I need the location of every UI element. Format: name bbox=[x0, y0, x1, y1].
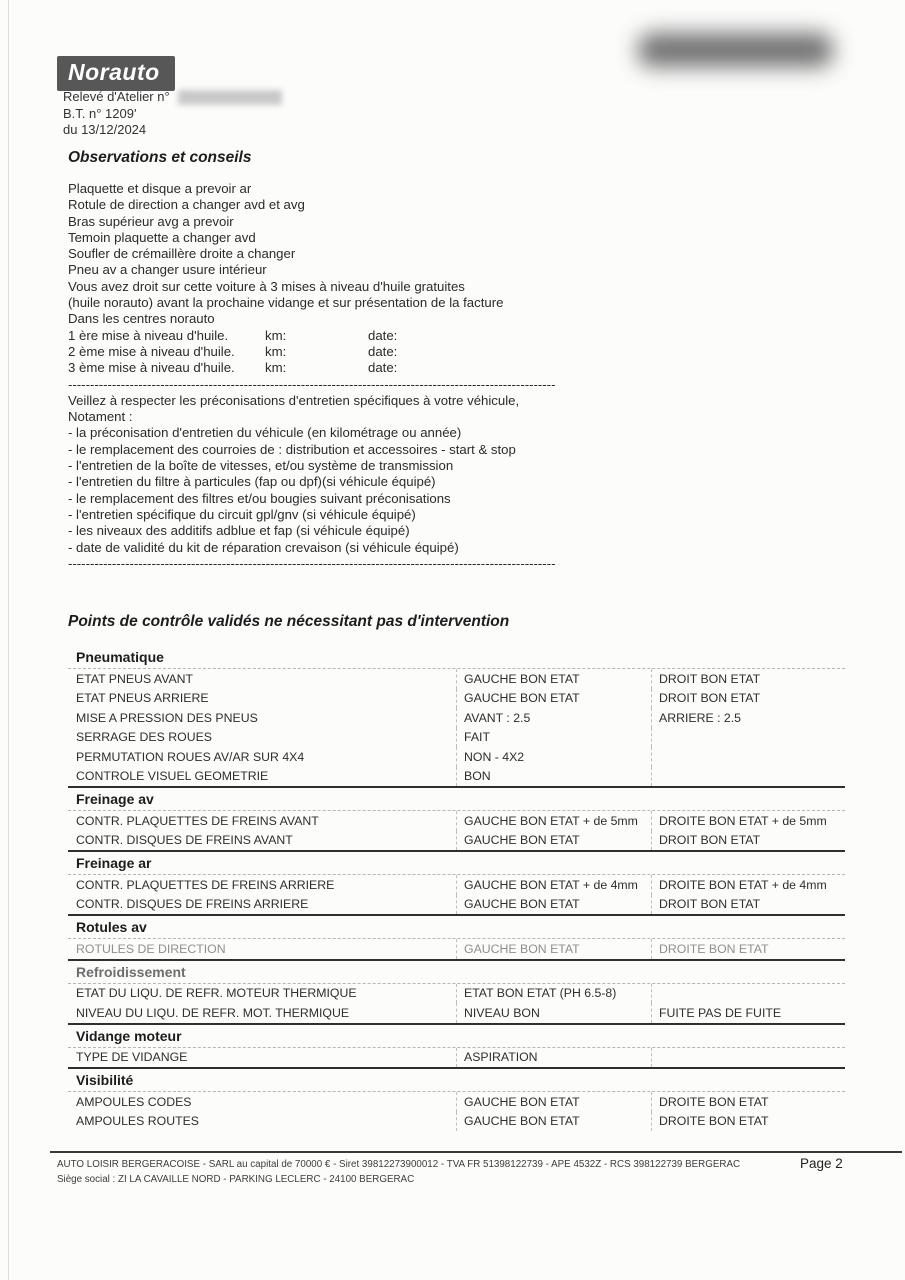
control-row bbox=[68, 895, 845, 915]
control-cell-left: GAUCHE BON ETAT bbox=[456, 895, 651, 915]
control-cell-left: ASPIRATION bbox=[456, 1048, 651, 1068]
control-cell-left: GAUCHE BON ETAT + de 5mm bbox=[456, 811, 651, 831]
control-cell-right: FUITE PAS DE FUITE bbox=[651, 1003, 845, 1023]
control-section bbox=[68, 852, 845, 916]
control-cell-right bbox=[651, 1048, 845, 1068]
control-cell-label: AMPOULES CODES bbox=[76, 1094, 192, 1109]
section-header: Freinage ar bbox=[68, 852, 845, 875]
observation-line: Vous avez droit sur cette voiture à 3 mises à niveau d'huile gratuites bbox=[68, 278, 465, 294]
control-cell-left: GAUCHE BON ETAT bbox=[456, 689, 651, 709]
control-cell-left: BON bbox=[456, 767, 651, 787]
doc-date: du 13/12/2024 bbox=[63, 122, 147, 137]
section-header: Vidange moteur bbox=[68, 1025, 845, 1048]
control-cell-left: GAUCHE BON ETAT bbox=[456, 669, 651, 689]
observation-line: Plaquette et disque a prevoir ar bbox=[68, 181, 252, 196]
section-header: Refroidissement bbox=[68, 961, 845, 984]
advice-item-line: - date de validité du kit de réparation crevaison (si véhicule équipé) bbox=[68, 539, 459, 555]
oil-date-label: date: bbox=[368, 343, 398, 359]
control-cell-right: DROITE BON ETAT bbox=[651, 1112, 845, 1132]
control-cell-label: ETAT PNEUS ARRIERE bbox=[76, 691, 209, 706]
control-cell-left: FAIT bbox=[456, 728, 651, 748]
control-row bbox=[68, 831, 845, 851]
observations-block bbox=[68, 181, 628, 572]
oil-km-label: km: bbox=[265, 327, 287, 343]
control-cell-right: DROIT BON ETAT bbox=[651, 689, 845, 709]
observation-line: Temoin plaquette a changer avd bbox=[68, 229, 256, 245]
control-cell-left: GAUCHE BON ETAT bbox=[456, 1092, 651, 1112]
control-cell-right: ARRIERE : 2.5 bbox=[651, 708, 845, 728]
oil-label: 2 ème mise à niveau d'huile. bbox=[68, 343, 235, 359]
control-table bbox=[68, 646, 845, 1131]
control-row bbox=[68, 728, 845, 748]
control-cell-left: NON - 4X2 bbox=[456, 747, 651, 767]
control-row bbox=[68, 811, 845, 831]
advice-item-line: - la préconisation d'entretien du véhicule (en kilométrage ou année) bbox=[68, 425, 462, 441]
control-cell-label: SERRAGE DES ROUES bbox=[76, 730, 212, 745]
control-cell-right: DROIT BON ETAT bbox=[651, 831, 845, 851]
norauto-logo bbox=[57, 56, 175, 91]
footer-line1: AUTO LOISIR BERGERACOISE - SARL au capital de 70000 € - Siret 39812273900012 - TVA FR 51398122739 - APE 4532Z - RCS 398122739 BERGERAC bbox=[57, 1159, 741, 1170]
control-cell-right bbox=[651, 728, 845, 748]
section-header: Visibilité bbox=[68, 1069, 845, 1092]
control-cell-right: DROITE BON ETAT + de 4mm bbox=[651, 875, 845, 895]
releve-line bbox=[63, 89, 282, 106]
observation-line: Dans les centres norauto bbox=[68, 311, 215, 327]
scan-edge-artifact bbox=[8, 0, 9, 1280]
oil-top-up-row bbox=[68, 328, 628, 344]
control-row bbox=[68, 1092, 845, 1112]
section-header: Pneumatique bbox=[68, 646, 845, 669]
control-cell-left: NIVEAU BON bbox=[456, 1003, 651, 1023]
control-cell-label: ROTULES DE DIRECTION bbox=[76, 941, 226, 956]
control-cell-right bbox=[651, 767, 845, 787]
footer-rule bbox=[50, 1151, 902, 1153]
oil-km-label: km: bbox=[265, 360, 287, 376]
observation-line: Bras supérieur avg a prevoir bbox=[68, 213, 234, 229]
control-cell-label: ETAT PNEUS AVANT bbox=[76, 671, 194, 686]
control-section bbox=[68, 646, 845, 788]
control-row bbox=[68, 939, 845, 959]
redacted-region bbox=[638, 33, 833, 67]
footer bbox=[57, 1157, 777, 1187]
control-row bbox=[68, 1048, 845, 1068]
control-cell-right bbox=[651, 984, 845, 1004]
control-section bbox=[68, 788, 845, 852]
oil-top-up-row bbox=[68, 360, 628, 376]
observation-line: Pneu av a changer usure intérieur bbox=[68, 262, 267, 278]
control-cell-left: GAUCHE BON ETAT bbox=[456, 1112, 651, 1132]
control-row bbox=[68, 984, 845, 1004]
controls-title: Points de contrôle validés ne nécessitant pas d'intervention bbox=[68, 613, 510, 630]
dash-divider: --------------------------------------------------------------------------------------------------------------- bbox=[68, 555, 556, 571]
control-cell-label: ETAT DU LIQU. DE REFR. MOTEUR THERMIQUE bbox=[76, 986, 357, 1001]
control-cell-right bbox=[651, 747, 845, 767]
control-cell-label: NIVEAU DU LIQU. DE REFR. MOT. THERMIQUE bbox=[76, 1005, 350, 1020]
control-cell-left: ETAT BON ETAT (PH 6.5-8) bbox=[456, 984, 651, 1004]
control-cell-left: GAUCHE BON ETAT bbox=[456, 939, 651, 959]
control-row bbox=[68, 1003, 845, 1023]
section-header: Freinage av bbox=[68, 788, 845, 811]
oil-date-label: date: bbox=[368, 360, 398, 376]
control-section bbox=[68, 916, 845, 961]
control-cell-label: CONTR. PLAQUETTES DE FREINS AVANT bbox=[76, 813, 319, 828]
advice-item-line: - le remplacement des courroies de : distribution et accessoires - start & stop bbox=[68, 441, 516, 457]
control-cell-label: TYPE DE VIDANGE bbox=[76, 1050, 188, 1065]
observation-line: Rotule de direction a changer avd et avg bbox=[68, 197, 305, 213]
control-row bbox=[68, 747, 845, 767]
control-cell-label: CONTROLE VISUEL GEOMETRIE bbox=[76, 769, 269, 784]
control-cell-label: MISE A PRESSION DES PNEUS bbox=[76, 710, 258, 725]
section-header: Rotules av bbox=[68, 916, 845, 939]
observations-title: Observations et conseils bbox=[68, 149, 252, 166]
control-cell-label: AMPOULES ROUTES bbox=[76, 1114, 199, 1129]
observation-line: (huile norauto) avant la prochaine vidange et sur présentation de la facture bbox=[68, 295, 504, 311]
control-row bbox=[68, 708, 845, 728]
control-cell-left: AVANT : 2.5 bbox=[456, 708, 651, 728]
control-row bbox=[68, 669, 845, 689]
control-cell-left: GAUCHE BON ETAT + de 4mm bbox=[456, 875, 651, 895]
oil-label: 1 ère mise à niveau d'huile. bbox=[68, 327, 229, 343]
page-number: Page 2 bbox=[800, 1156, 843, 1171]
control-cell-label: PERMUTATION ROUES AV/AR SUR 4X4 bbox=[76, 749, 305, 764]
advice-intro-line: Notament : bbox=[68, 409, 133, 425]
redacted-number bbox=[178, 90, 282, 105]
advice-intro-line: Veillez à respecter les préconisations d'entretien spécifiques à votre véhicule, bbox=[68, 392, 520, 408]
oil-km-label: km: bbox=[265, 343, 287, 359]
control-section bbox=[68, 1025, 845, 1070]
advice-item-line: - le remplacement des filtres et/ou bougies suivant préconisations bbox=[68, 490, 451, 506]
control-cell-right: DROITE BON ETAT bbox=[651, 939, 845, 959]
advice-item-line: - les niveaux des additifs adblue et fap (si véhicule équipé) bbox=[68, 523, 410, 539]
releve-label: Relevé d'Atelier n° bbox=[63, 89, 170, 104]
control-cell-left: GAUCHE BON ETAT bbox=[456, 831, 651, 851]
control-row bbox=[68, 689, 845, 709]
control-row bbox=[68, 1112, 845, 1132]
control-cell-right: DROIT BON ETAT bbox=[651, 669, 845, 689]
oil-label: 3 ème mise à niveau d'huile. bbox=[68, 360, 235, 376]
control-section bbox=[68, 1069, 845, 1131]
control-cell-right: DROITE BON ETAT + de 5mm bbox=[651, 811, 845, 831]
control-cell-right: DROIT BON ETAT bbox=[651, 895, 845, 915]
advice-item-line: - l'entretien du filtre à particules (fap ou dpf)(si véhicule équipé) bbox=[68, 474, 436, 490]
oil-date-label: date: bbox=[368, 327, 398, 343]
control-row bbox=[68, 767, 845, 787]
control-cell-label: CONTR. DISQUES DE FREINS AVANT bbox=[76, 833, 293, 848]
dash-divider: --------------------------------------------------------------------------------------------------------------- bbox=[68, 376, 556, 392]
control-cell-label: CONTR. DISQUES DE FREINS ARRIERE bbox=[76, 897, 309, 912]
logo-text: Norauto bbox=[68, 59, 160, 85]
oil-top-up-row bbox=[68, 344, 628, 360]
bt-number: B.T. n° 1209' bbox=[63, 105, 137, 121]
control-cell-right: DROITE BON ETAT bbox=[651, 1092, 845, 1112]
control-row bbox=[68, 875, 845, 895]
control-cell-label: CONTR. PLAQUETTES DE FREINS ARRIERE bbox=[76, 877, 335, 892]
advice-item-line: - l'entretien spécifique du circuit gpl/gnv (si véhicule équipé) bbox=[68, 506, 416, 522]
observation-line: Soufler de crémaillère droite a changer bbox=[68, 246, 296, 262]
document-meta bbox=[63, 89, 282, 139]
advice-item-line: - l'entretien de la boîte de vitesses, et/ou système de transmission bbox=[68, 458, 454, 474]
footer-line2: Siège social : ZI LA CAVAILLE NORD - PARKING LECLERC - 24100 BERGERAC bbox=[57, 1174, 415, 1185]
control-section bbox=[68, 961, 845, 1025]
